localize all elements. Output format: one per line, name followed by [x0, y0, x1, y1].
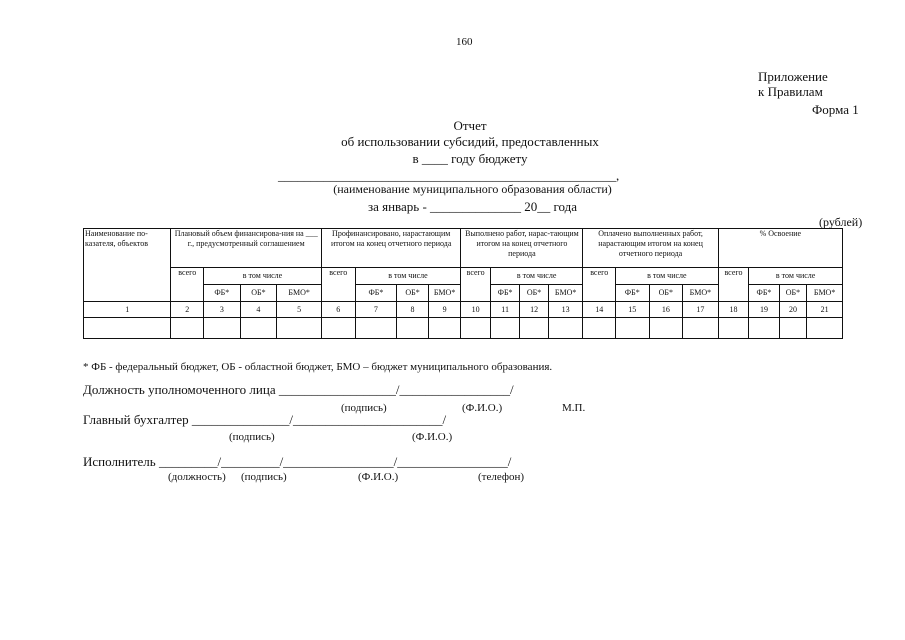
header-total: всего: [171, 268, 204, 302]
column-number: 9: [428, 302, 461, 318]
column-number: 10: [461, 302, 490, 318]
table-cell: [779, 318, 806, 339]
column-number: 12: [520, 302, 548, 318]
table-cell: [683, 318, 719, 339]
header-fb: ФБ*: [749, 285, 780, 302]
table-cell: [277, 318, 322, 339]
form-number: Форма 1: [812, 102, 859, 117]
header-planned-financing: Плановый объем финансирова-ния на ___ г., предусмотренный соглашением: [171, 229, 322, 268]
header-works-paid: Оплачено выполненных работ, нарастающим итогом на конец отчетного периода: [583, 229, 718, 268]
header-bmo: БМО*: [548, 285, 583, 302]
header-including: в том числе: [490, 268, 583, 285]
column-number: 14: [583, 302, 616, 318]
header-total: всего: [583, 268, 616, 302]
table-cell: [490, 318, 519, 339]
header-ob: ОБ*: [520, 285, 548, 302]
header-total: всего: [321, 268, 355, 302]
column-number: 13: [548, 302, 583, 318]
table-cell: [583, 318, 616, 339]
table-cell: [321, 318, 355, 339]
header-including: в том числе: [355, 268, 461, 285]
appendix-rules-label: к Правилам: [758, 84, 823, 99]
header-ob: ОБ*: [397, 285, 429, 302]
header-ob: ОБ*: [779, 285, 806, 302]
name-caption: (Ф.И.О.): [358, 471, 399, 483]
phone-caption: (телефон): [478, 471, 525, 483]
table-cell: [807, 318, 843, 339]
signature-caption: (подпись): [241, 471, 287, 483]
header-including: в том числе: [204, 268, 322, 285]
table-cell: [749, 318, 780, 339]
table-cell: [204, 318, 241, 339]
chief-accountant-signature-line: Главный бухгалтер _______________/_______________________/: [83, 412, 447, 427]
column-number: 5: [277, 302, 322, 318]
column-number: 21: [807, 302, 843, 318]
executor-signature-line: Исполнитель _________/_________/_________________/_________________/: [83, 454, 512, 469]
report-budget-year: в ____ году бюджету: [412, 151, 528, 166]
column-number: 3: [204, 302, 241, 318]
header-indicator-name: Наименование по-казателя, объектов: [84, 229, 171, 302]
column-number: 2: [171, 302, 204, 318]
table-cell: [355, 318, 397, 339]
table-cell: [428, 318, 461, 339]
table-cell: [84, 318, 171, 339]
empty-data-row: [84, 318, 843, 339]
column-number: 20: [779, 302, 806, 318]
header-percent-utilization: % Освоение: [718, 229, 842, 268]
table-cell: [240, 318, 277, 339]
header-including: в том числе: [615, 268, 718, 285]
column-number: 11: [490, 302, 519, 318]
table-cell: [171, 318, 204, 339]
official-signature-line: Должность уполномоченного лица __________________/_________________/: [83, 382, 514, 397]
name-caption: (Ф.И.О.): [462, 402, 503, 414]
header-bmo: БМО*: [807, 285, 843, 302]
header-fb: ФБ*: [615, 285, 649, 302]
table-cell: [718, 318, 749, 339]
table-cell: [615, 318, 649, 339]
header-fb: ФБ*: [204, 285, 241, 302]
header-bmo: БМО*: [428, 285, 461, 302]
municipality-caption: (наименование муниципального образования области): [333, 182, 612, 196]
header-financed: Профинансировано, нарастающим итогом на конец отчетного периода: [321, 229, 460, 268]
name-caption: (Ф.И.О.): [412, 431, 453, 443]
municipality-blank: ____________________________________________________,: [278, 168, 620, 183]
table-cell: [520, 318, 548, 339]
column-number: 16: [649, 302, 683, 318]
header-total: всего: [718, 268, 749, 302]
currency-unit: (рублей): [819, 215, 863, 229]
footnote: * ФБ - федеральный бюджет, ОБ - областной бюджет, БМО – бюджет муниципального образования.: [83, 361, 553, 373]
column-number: 19: [749, 302, 780, 318]
column-number: 6: [321, 302, 355, 318]
report-subtitle: об использовании субсидий, предоставленных: [341, 134, 599, 149]
column-number: 7: [355, 302, 397, 318]
table-cell: [461, 318, 490, 339]
header-fb: ФБ*: [490, 285, 519, 302]
stamp-place-label: М.П.: [562, 402, 586, 414]
page-number: 160: [456, 36, 473, 48]
report-title: Отчет: [453, 118, 487, 133]
report-period: за январь - ______________ 20__ года: [367, 199, 578, 214]
header-works-completed: Выполнено работ, нарас-тающим итогом на конец отчетного периода: [461, 229, 583, 268]
header-total: всего: [461, 268, 490, 302]
table-cell: [548, 318, 583, 339]
header-ob: ОБ*: [240, 285, 277, 302]
signature-caption: (подпись): [341, 402, 387, 414]
header-bmo: БМО*: [277, 285, 322, 302]
column-number: 8: [397, 302, 429, 318]
table-cell: [649, 318, 683, 339]
report-table: [83, 228, 843, 339]
header-fb: ФБ*: [355, 285, 397, 302]
header-bmo: БМО*: [683, 285, 719, 302]
column-number: 17: [683, 302, 719, 318]
header-ob: ОБ*: [649, 285, 683, 302]
appendix-label: Приложение: [758, 69, 828, 84]
table-cell: [397, 318, 429, 339]
column-number: 1: [84, 302, 171, 318]
position-caption: (должность): [168, 471, 226, 483]
signature-caption: (подпись): [229, 431, 275, 443]
column-number: 4: [240, 302, 277, 318]
column-number: 15: [615, 302, 649, 318]
column-number-row: [84, 302, 843, 318]
column-number: 18: [718, 302, 749, 318]
header-including: в том числе: [749, 268, 843, 285]
